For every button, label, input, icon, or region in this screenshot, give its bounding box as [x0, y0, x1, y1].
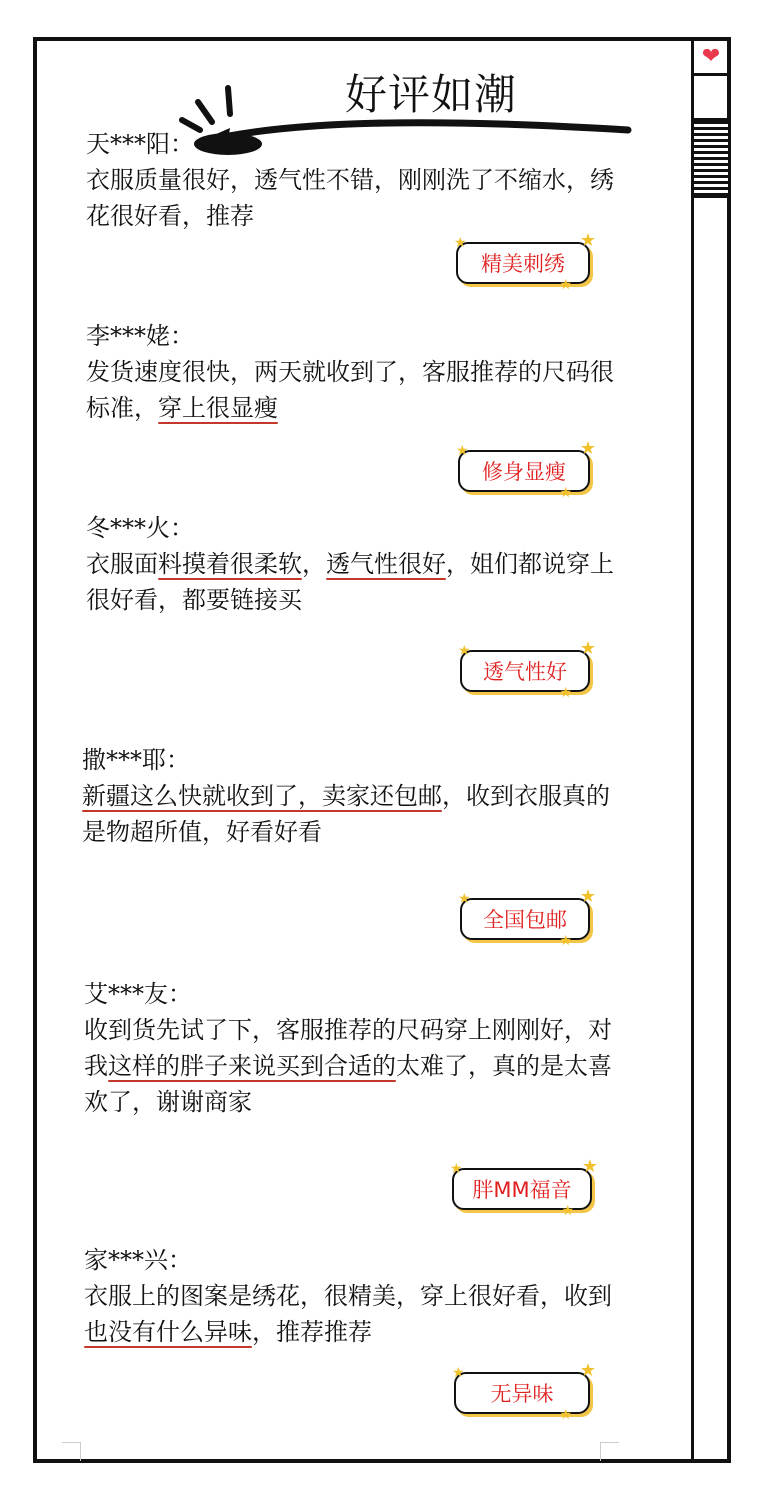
- star-icon: ★: [579, 886, 596, 907]
- star-icon: ★: [581, 1156, 598, 1177]
- star-icon: ★: [458, 891, 471, 907]
- heart-icon: ❤: [701, 43, 721, 69]
- star-icon: ★: [579, 1360, 596, 1381]
- reviewer-name: 撒***耶：: [82, 746, 190, 774]
- reviewer-name: 冬***火：: [86, 514, 194, 542]
- review-text: 衣服面: [86, 550, 158, 578]
- star-icon: ★: [579, 230, 596, 251]
- star-icon: ★: [452, 1365, 465, 1381]
- star-icon: ★: [559, 933, 572, 949]
- star-icon: ★: [458, 643, 471, 659]
- tag-badge: [450, 1156, 598, 1219]
- review-item: [84, 976, 624, 1120]
- reviewer-name: 天***阳：: [86, 130, 194, 158]
- review-text: ，姐们都说穿上很好看，都要链接买: [86, 550, 614, 614]
- review-text: 衣服质量很好，透气性不错，刚刚洗了不缩水，: [86, 166, 590, 194]
- highlight-text: 料摸着很柔软: [158, 550, 302, 578]
- highlight-text: 绣花很好看: [86, 166, 614, 230]
- review-text: ，推荐: [182, 202, 254, 230]
- favorite-button[interactable]: [694, 40, 728, 76]
- reviewer-name: 艾***友：: [84, 980, 192, 1008]
- star-icon: ★: [559, 485, 572, 501]
- tag-label: 胖MM福音: [472, 1178, 572, 1202]
- review-text: 太难了，真的是太喜欢了，谢谢商家: [84, 1052, 612, 1116]
- star-icon: ★: [561, 1203, 574, 1219]
- page-title: 好评如潮: [345, 70, 518, 119]
- tag-badge: [452, 1360, 596, 1423]
- review-text: 收到货先试了下，客服推荐的尺码穿上刚刚好，对我: [84, 1016, 612, 1080]
- review-item: [82, 742, 622, 850]
- tag-label: 修身显瘦: [482, 460, 566, 484]
- star-icon: ★: [454, 235, 467, 251]
- tag-badge: [456, 438, 596, 501]
- reviewer-name: 李***姥：: [86, 322, 194, 350]
- highlight-text: 新疆这么快就收到了，卖家还包邮: [82, 782, 442, 810]
- highlight-text: 也没有什么异味: [84, 1318, 252, 1346]
- scrollbar-thumb[interactable]: [694, 118, 728, 198]
- star-icon: ★: [579, 438, 596, 459]
- scrollbar[interactable]: [691, 37, 731, 1463]
- star-icon: ★: [579, 638, 596, 659]
- review-text: ，: [302, 550, 326, 578]
- review-text: ，收到衣服真的是物超所值，好看好看: [82, 782, 610, 846]
- star-icon: ★: [456, 443, 469, 459]
- star-icon: ★: [559, 1407, 572, 1423]
- page-corner-mark: [62, 1442, 81, 1461]
- star-icon: ★: [559, 277, 572, 293]
- tag-badge: [458, 886, 596, 949]
- tag-label: 无异味: [490, 1382, 554, 1406]
- review-item: [86, 318, 626, 426]
- star-icon: ★: [559, 685, 572, 701]
- star-icon: ★: [450, 1161, 463, 1177]
- review-item: [86, 126, 626, 234]
- tag-label: 全国包邮: [483, 908, 567, 932]
- tag-badge: [458, 638, 596, 701]
- highlight-text: 透气性很好: [326, 550, 446, 578]
- review-text: 发货速度很快，两天就收到了，客服推荐的尺码很标准，: [86, 358, 614, 422]
- tag-label: 透气性好: [483, 660, 567, 684]
- highlight-text: 这样的胖子来说买到合适的: [108, 1052, 396, 1080]
- reviewer-name: 家***兴：: [84, 1246, 192, 1274]
- review-item: [86, 510, 626, 618]
- review-text: 衣服上的图案是绣花，很精美，穿上很好看，收到: [84, 1282, 612, 1310]
- review-item: [84, 1242, 624, 1350]
- tag-badge: [454, 230, 596, 293]
- page-corner-mark: [600, 1442, 619, 1461]
- tag-label: 精美刺绣: [481, 252, 565, 276]
- highlight-text: 穿上很显瘦: [158, 394, 278, 422]
- review-text: ，推荐推荐: [252, 1318, 372, 1346]
